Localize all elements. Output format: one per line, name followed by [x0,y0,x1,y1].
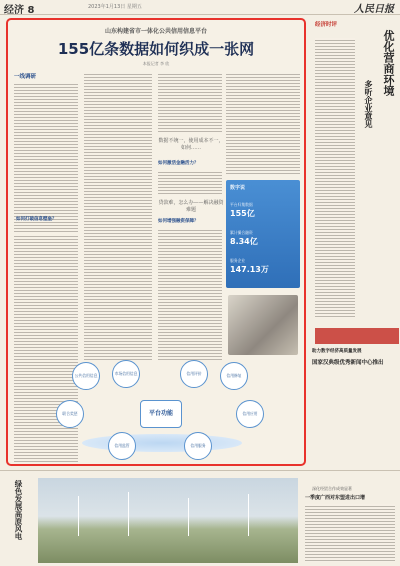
platform-center-label: 平台功能 [140,400,182,428]
commentary-kicker: 经济时评 [315,22,338,28]
text-column [226,72,300,176]
platform-node: 信用修复 [220,362,248,390]
text-column [84,72,152,360]
column-banner [315,328,399,344]
stat-value: 8.34亿 [230,237,258,246]
stats-panel [226,180,300,288]
text-column [158,170,222,196]
platform-node: 联合奖惩 [56,400,84,428]
platform-node: 市场信用信息 [112,360,140,388]
news-sub: 深化经贸合作成效显著 [312,486,352,491]
stat-label: 平台归集数据 [230,202,253,207]
windmill-icon [188,498,189,536]
newspaper-logo: 人民日报 [354,4,394,15]
platform-node: 信用监管 [108,432,136,460]
stat-value: 147.13万 [230,265,269,274]
text-column [14,82,78,232]
platform-node: 信用应用 [236,400,264,428]
platform-node: 信用服务 [184,432,212,460]
text-column [158,228,222,360]
highlighted-article[interactable] [6,18,306,466]
news-headline[interactable]: 一季度广西对东盟进出口增 [305,495,366,501]
subhead-barriers: 如何打破信息壁垒？ [16,217,57,222]
text-column [305,504,395,562]
windmill-icon [128,492,129,536]
news-photo [228,295,298,355]
text-column [158,72,222,132]
article-kicker: 山东构建省市一体化公共信用信息平台 [104,28,207,35]
masthead [0,0,400,15]
stat-label: 累计撮合融资 [230,230,253,235]
pull-quote: 贷款难，怎么办——解决融资难题 [158,200,224,213]
text-column [315,38,355,318]
article-headline[interactable]: 155亿条数据如何织成一张网 [57,40,255,58]
platform-node: 信用评价 [180,360,208,388]
platform-node: 公共信用信息 [72,362,100,390]
stats-title: 数字说 [230,185,246,191]
issue-date: 2023年1月13日 星期五 [88,4,142,10]
news-headline[interactable]: 国家汉典级优秀新闻中心推出 [312,360,384,366]
section-label: 经济 8 [4,5,35,16]
windmill-icon [248,494,249,536]
news-sub: 助力数字经济高质量发展 [312,349,362,354]
stat-value: 155亿 [230,209,255,218]
commentary-subtitle: 多听企业意见 [364,80,373,128]
article-byline: 本报记者 李 欣 [142,61,170,66]
commentary-title[interactable]: 优化营商环境 [382,30,395,96]
subhead-finance: 如何激活金融活力？ [158,161,199,166]
platform-base [82,434,242,452]
platform-infographic [12,360,300,464]
windmill-icon [78,496,79,536]
pull-quote: 数据不统一，使用成本不一，如何…… [158,138,224,151]
subhead-guarantee: 如何增强融资保障？ [158,219,199,224]
wind-farm-photo [38,478,298,563]
photo-feature-title[interactable]: 绿色发展高原风电 [14,480,23,540]
subhead-survey: 一线调研 [14,74,37,80]
stat-label: 服务企业 [230,258,246,263]
